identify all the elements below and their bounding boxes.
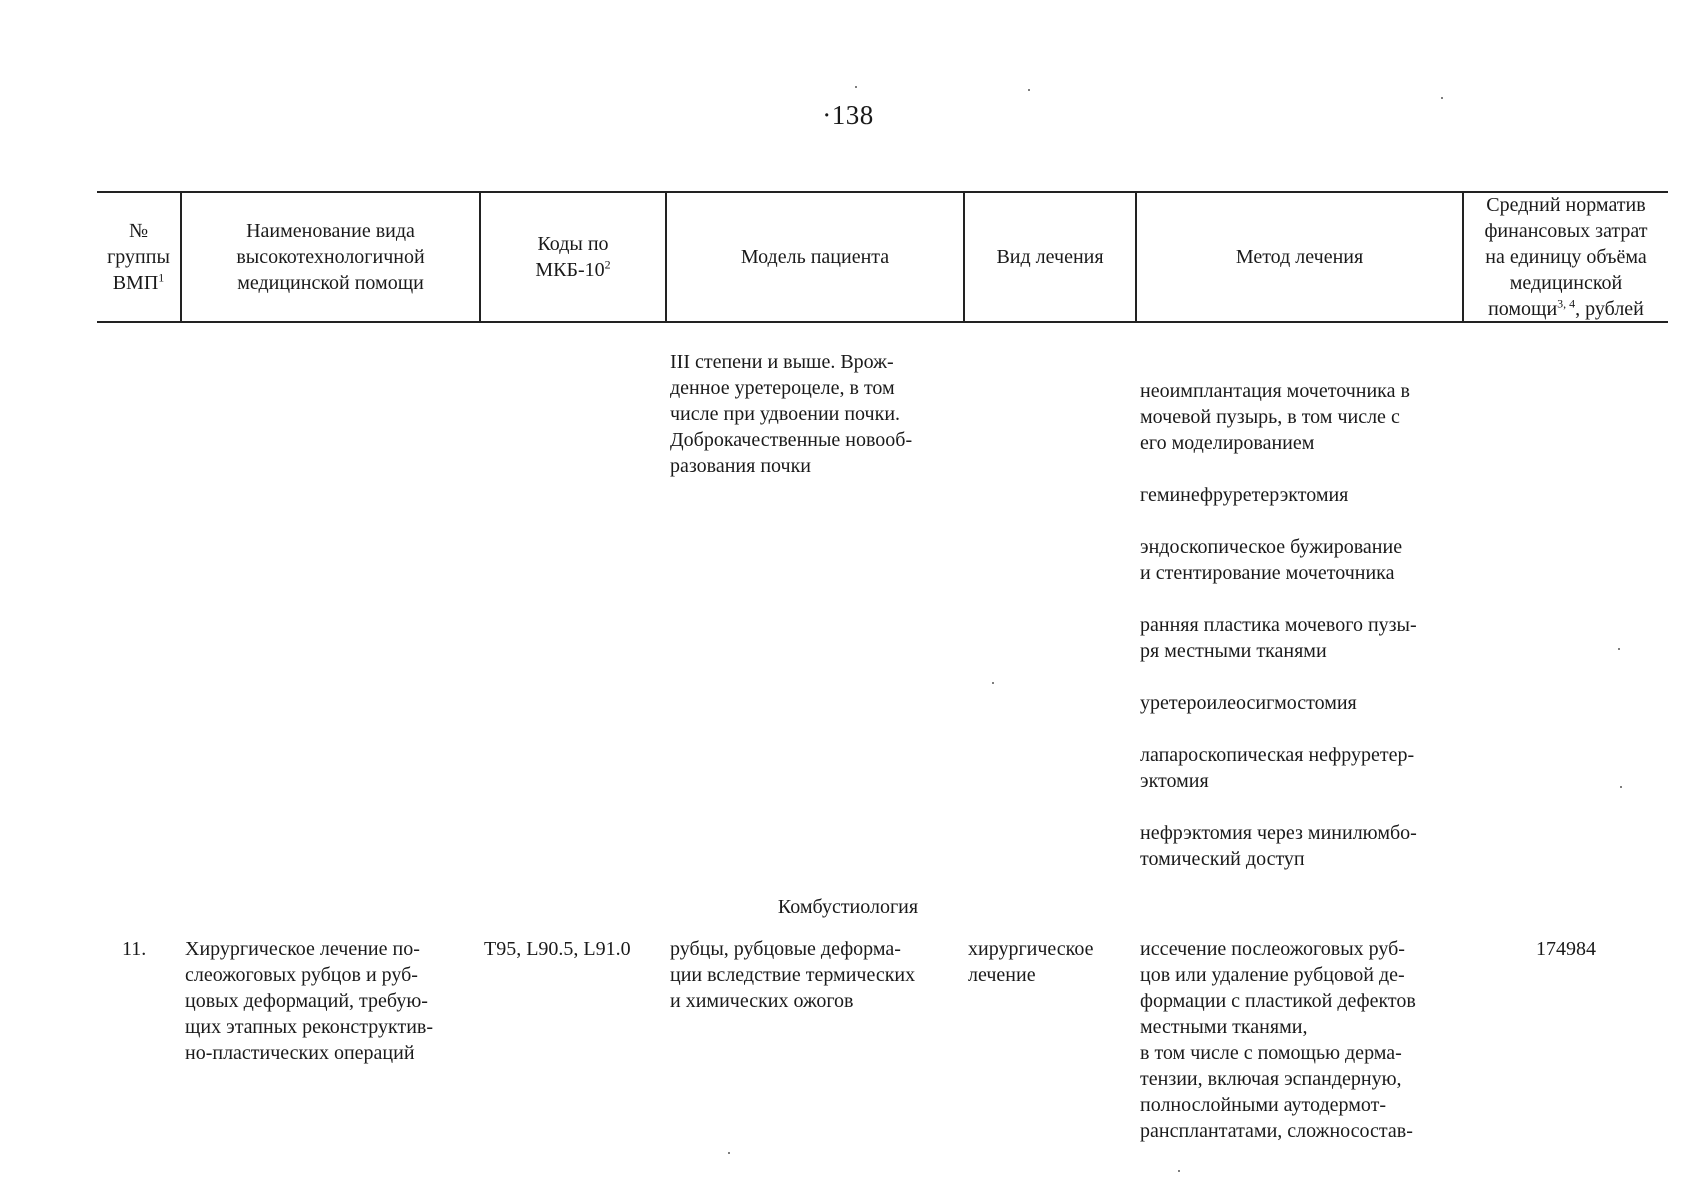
continued-model-line: денное уретероцеле, в том <box>670 377 895 399</box>
scan-speck <box>728 1152 730 1154</box>
scan-speck <box>1178 1170 1180 1172</box>
method-item: ранняя пластика мочевого пузы- ря местными тканями <box>1140 614 1417 662</box>
header-average-cost-line-5: помощи <box>1488 298 1558 320</box>
header-care-name <box>182 193 479 321</box>
scan-speck <box>992 682 994 684</box>
header-icd-codes-line-2: МКБ-10 <box>535 259 605 281</box>
treatment-type-line: хирургическое <box>968 938 1094 960</box>
treatment-method-line: рансплантатами, сложносостав- <box>1140 1120 1413 1142</box>
footnote-2-marker: 2 <box>604 257 611 272</box>
header-average-cost-line-2: финансовых затрат <box>1484 220 1648 242</box>
header-group-number <box>97 193 180 321</box>
header-patient-model-label: Модель пациента <box>740 246 890 268</box>
treatment-method-line: местными тканями, <box>1140 1016 1308 1038</box>
care-name-line: щих этапных реконструктив- <box>185 1016 434 1038</box>
treatment-type-line: лечение <box>968 964 1036 986</box>
continued-model-line: разования почки <box>670 455 811 477</box>
method-item: нефрэктомия через минилюмбо- томический доступ <box>1140 822 1417 870</box>
header-treatment-method <box>1137 193 1462 321</box>
header-treatment-type <box>965 193 1135 321</box>
patient-model-line: рубцы, рубцовые деформа- <box>670 938 901 960</box>
header-average-cost-line-1: Средний норматив <box>1486 194 1646 216</box>
patient-model-line: и химических ожогов <box>670 990 854 1012</box>
patient-model-line: ции вследствие термических <box>670 964 916 986</box>
header-bottom-rule <box>97 321 1668 323</box>
care-name-line: слеожоговых рубцов и руб- <box>185 964 418 986</box>
continued-model-line: числе при удвоении почки. <box>670 403 901 425</box>
treatment-method-line: цов или удаление рубцовой де- <box>1140 964 1405 986</box>
continued-patient-model <box>670 349 960 479</box>
care-name-line: Хирургическое лечение по- <box>185 938 420 960</box>
care-name-line: но-пластических операций <box>185 1042 415 1064</box>
row-icd-codes: T95, L90.5, L91.0 <box>484 938 631 960</box>
method-item: лапароскопическая нефруретер- эктомия <box>1140 744 1415 792</box>
method-item: эндоскопическое бужирование и стентирование мочеточника <box>1140 536 1403 584</box>
treatment-method-line: иссечение послеожоговых руб- <box>1140 938 1405 960</box>
continued-model-line: III степени и выше. Врож- <box>670 351 894 373</box>
header-care-name-line-1: Наименование вида <box>246 220 415 242</box>
treatment-method-line: формации с пластикой дефектов <box>1140 990 1416 1012</box>
header-icd-codes-line-1: Коды по <box>537 233 609 255</box>
header-group-number-line-1: № <box>128 220 149 242</box>
section-title: Комбустиология <box>777 896 919 918</box>
page-number: ·138 <box>822 100 874 130</box>
footnote-3-4-marker: 3, 4 <box>1557 296 1576 311</box>
header-average-cost-unit: , рублей <box>1575 298 1644 320</box>
header-care-name-line-3: медицинской помощи <box>237 272 424 294</box>
scan-speck <box>1028 89 1030 91</box>
row-treatment-type <box>968 936 1133 988</box>
header-average-cost-line-4: медицинской <box>1509 272 1623 294</box>
row-number: 11. <box>122 938 147 960</box>
header-average-cost-line-3: на единицу объёма <box>1485 246 1647 268</box>
method-item: уретероилеосигмостомия <box>1140 692 1357 714</box>
row-patient-model <box>670 936 960 1014</box>
scan-speck <box>855 86 857 88</box>
continued-treatment-methods <box>1140 378 1460 898</box>
footnote-1-marker: 1 <box>158 270 165 285</box>
header-treatment-type-label: Вид лечения <box>996 246 1104 268</box>
scan-speck <box>1618 648 1620 650</box>
care-name-line: цовых деформаций, требую- <box>185 990 428 1012</box>
method-item: геминефруретерэктомия <box>1140 484 1349 506</box>
header-patient-model <box>667 193 963 321</box>
continued-model-line: Доброкачественные новооб- <box>670 429 913 451</box>
row-treatment-method <box>1140 936 1460 1144</box>
header-average-cost <box>1464 193 1668 321</box>
row-care-name <box>185 936 477 1066</box>
header-group-number-line-2: группы <box>107 246 170 268</box>
row-average-cost: 174984 <box>1536 938 1596 960</box>
header-care-name-line-2: высокотехнологичной <box>236 246 425 268</box>
treatment-method-line: полнослойными аутодермот- <box>1140 1094 1386 1116</box>
header-group-number-line-3: ВМП <box>112 272 159 294</box>
scan-speck <box>1620 786 1622 788</box>
method-item: неоимплантация мочеточника в мочевой пузырь, в том числе с его моделированием <box>1140 380 1410 454</box>
treatment-method-line: в том числе с помощью дерма- <box>1140 1042 1402 1064</box>
treatment-method-line: тензии, включая эспандерную, <box>1140 1068 1402 1090</box>
scan-speck <box>1441 97 1443 99</box>
header-treatment-method-label: Метод лечения <box>1235 246 1364 268</box>
header-icd-codes <box>481 193 665 321</box>
